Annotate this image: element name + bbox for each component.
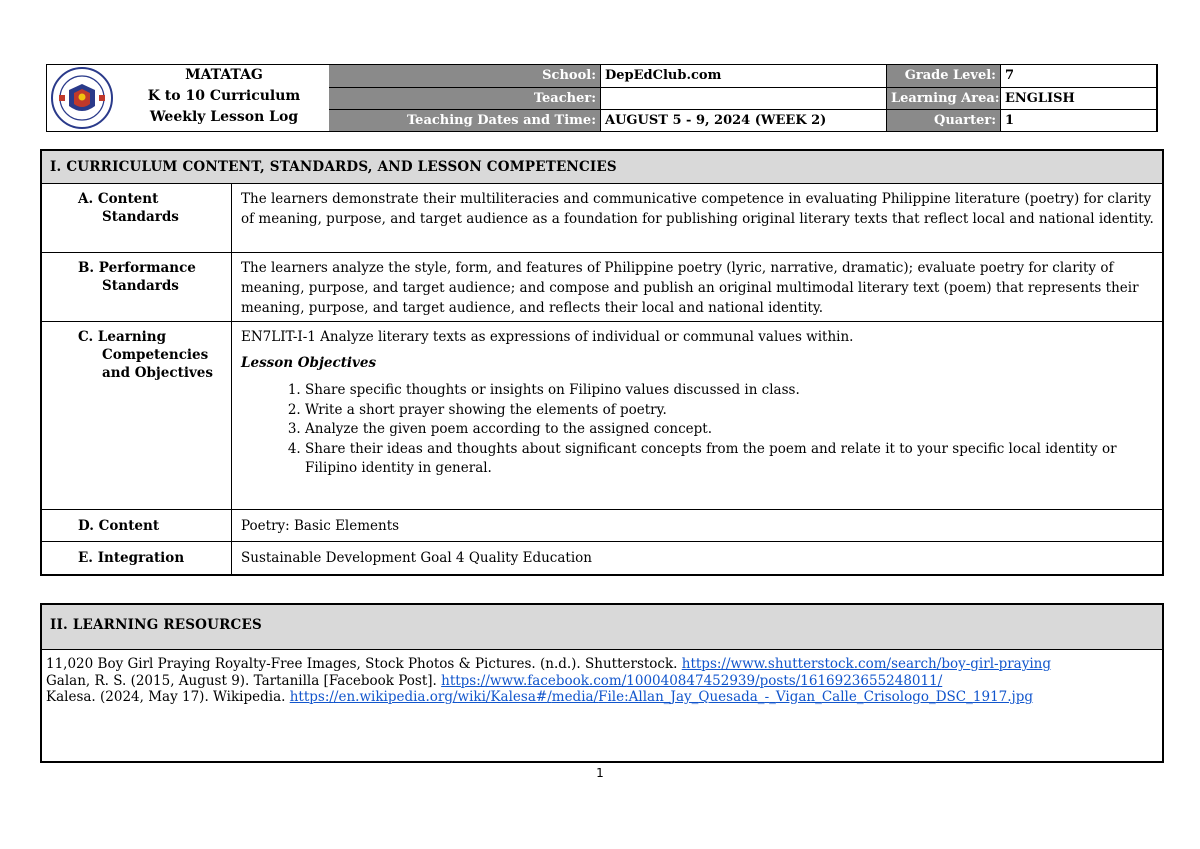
reference-link[interactable]: https://www.shutterstock.com/search/boy-girl-praying bbox=[681, 656, 1052, 672]
row-performance-standards bbox=[42, 252, 1162, 321]
teacher-label: Teacher: bbox=[329, 87, 601, 109]
reference-item bbox=[46, 656, 1158, 673]
header-row-teacher bbox=[329, 87, 1157, 109]
area-label: Learning Area: bbox=[887, 87, 1001, 109]
text-content-standards: The learners demonstrate their multiliteracies and communicative competence in evaluating Philippine literature (poetry) for clarity of meaning, purpose, and target audience as a foundation for publishing original literary texts that reflect local and national identity. bbox=[241, 191, 1154, 227]
text-content: Poetry: Basic Elements bbox=[241, 518, 400, 534]
header-row-dates bbox=[329, 109, 1157, 131]
label-competencies bbox=[42, 322, 232, 509]
teacher-value[interactable] bbox=[601, 87, 887, 109]
header-fields bbox=[329, 65, 1157, 131]
quarter-value[interactable]: 1 bbox=[1001, 109, 1157, 131]
reference-item bbox=[46, 689, 1158, 706]
competencies-content bbox=[241, 322, 1156, 479]
label-line: Competencies bbox=[102, 347, 209, 363]
label-line: B. Performance bbox=[78, 260, 196, 276]
objective-item: 3. Analyze the given poem according to the assigned concept. bbox=[305, 420, 1156, 440]
label-line: A. Content bbox=[78, 191, 159, 207]
row-content-standards bbox=[42, 184, 1162, 252]
label-line: and Objectives bbox=[102, 365, 213, 381]
grade-label: Grade Level: bbox=[887, 65, 1001, 87]
reference-link[interactable]: https://en.wikipedia.org/wiki/Kalesa#/media/File:Allan_Jay_Quesada_-_Vigan_Calle_Crisologo_DSC_1917.jpg bbox=[289, 689, 1034, 705]
row-integration bbox=[42, 541, 1162, 574]
label-line: Standards bbox=[102, 209, 179, 225]
title-line-matatag: MATATAG bbox=[185, 67, 263, 83]
text-integration: Sustainable Development Goal 4 Quality Education bbox=[241, 550, 592, 566]
page-number: 1 bbox=[596, 766, 604, 780]
label-content: D. Content bbox=[42, 510, 232, 541]
objectives-list bbox=[241, 381, 1156, 479]
reference-text: Kalesa. (2024, May 17). Wikipedia. bbox=[46, 689, 290, 705]
references-list bbox=[42, 650, 1162, 706]
dates-value[interactable]: AUGUST 5 - 9, 2024 (WEEK 2) bbox=[601, 109, 887, 131]
label-content-standards bbox=[42, 184, 232, 252]
row-competencies bbox=[42, 321, 1162, 509]
header-table bbox=[46, 64, 1158, 132]
grade-value[interactable]: 7 bbox=[1001, 65, 1157, 87]
objective-item: 1. Share specific thoughts or insights on Filipino values discussed in class. bbox=[305, 381, 1156, 401]
title-line-curriculum: K to 10 Curriculum bbox=[147, 88, 301, 104]
objective-item: 4. Share their ideas and thoughts about significant concepts from the poem and relate it to your specific local identity or Filipino identity in general. bbox=[305, 440, 1156, 479]
dates-label: Teaching Dates and Time: bbox=[329, 109, 601, 131]
quarter-label: Quarter: bbox=[887, 109, 1001, 131]
title-line-log: Weekly Lesson Log bbox=[149, 109, 299, 125]
title-block bbox=[119, 65, 329, 131]
reference-item bbox=[46, 673, 1158, 690]
area-value[interactable]: ENGLISH bbox=[1001, 87, 1157, 109]
learning-resources-section bbox=[40, 603, 1164, 763]
objective-item: 2. Write a short prayer showing the elements of poetry. bbox=[305, 401, 1156, 421]
row-content bbox=[42, 509, 1162, 541]
header-row-school bbox=[329, 65, 1157, 87]
section-heading-curriculum: I. CURRICULUM CONTENT, STANDARDS, AND LESSON COMPETENCIES bbox=[42, 151, 1162, 184]
deped-seal-icon bbox=[49, 66, 115, 130]
competency-text: EN7LIT-I-1 Analyze literary texts as expressions of individual or communal values within. bbox=[241, 329, 854, 345]
reference-link[interactable]: https://www.facebook.com/100040847452939/posts/1616923655248011/ bbox=[441, 672, 943, 689]
objectives-title: Lesson Objectives bbox=[241, 355, 377, 371]
label-line: C. Learning bbox=[78, 329, 167, 345]
school-value[interactable]: DepEdClub.com bbox=[601, 65, 887, 87]
reference-text: Galan, R. S. (2015, August 9). Tartanilla [Facebook Post]. bbox=[46, 672, 442, 689]
curriculum-section bbox=[40, 149, 1164, 576]
reference-text: 11,020 Boy Girl Praying Royalty-Free Images, Stock Photos & Pictures. (n.d.). Shutterstock. bbox=[46, 656, 682, 672]
text-performance-standards: The learners analyze the style, form, and features of Philippine poetry (lyric, narrative, dramatic); evaluate poetry for clarity of meaning, purpose, and target audience; and compose and publish an original multimodal literary text (poem) that represents their meaning, purpose, and target audience, and reflects their local and national identity. bbox=[241, 260, 1139, 316]
label-line: Standards bbox=[102, 278, 179, 294]
section-heading-resources: II. LEARNING RESOURCES bbox=[42, 605, 1162, 650]
school-label: School: bbox=[329, 65, 601, 87]
label-performance-standards bbox=[42, 253, 232, 321]
label-integration: E. Integration bbox=[42, 542, 232, 574]
